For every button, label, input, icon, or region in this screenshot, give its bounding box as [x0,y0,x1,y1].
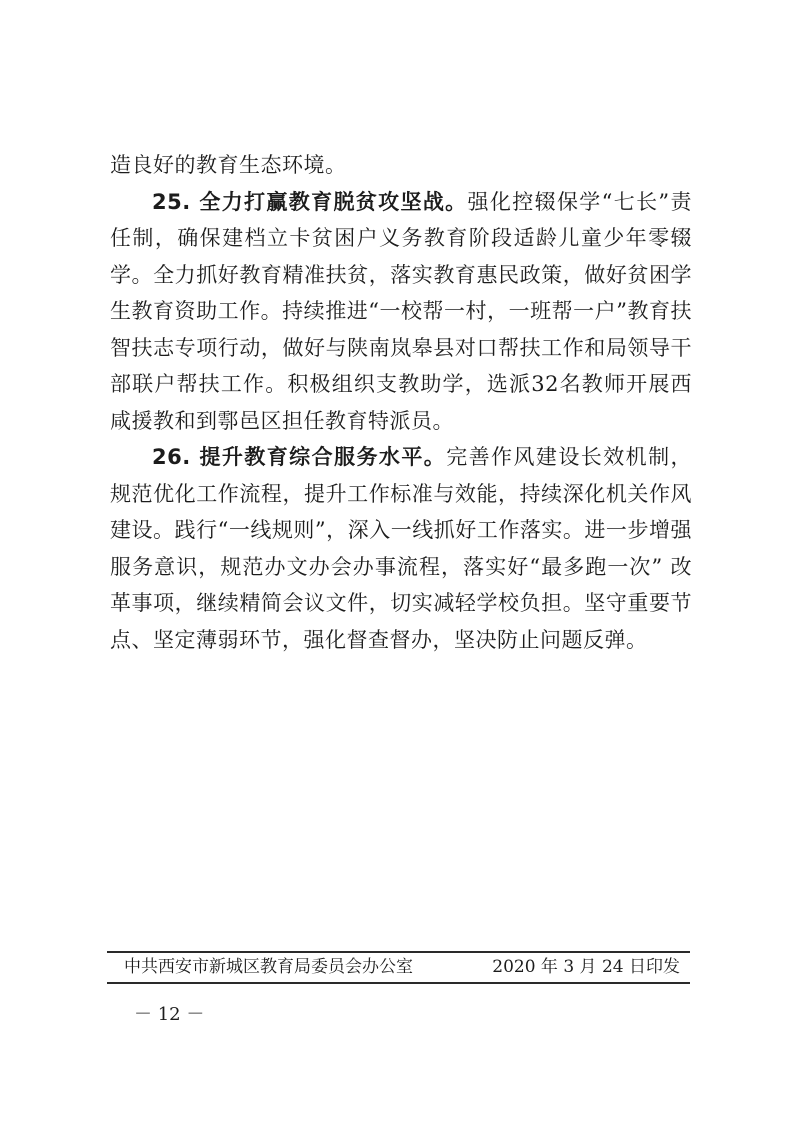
footer-issuance [124,954,680,980]
section-25 [110,184,692,440]
section-26-body: 完善作风建设长效机制，规范优化工作流程，提升工作标准与效能，持续深化机关作风建设。践行“一线规则”，深入一线抓好工作落实。进一步增强服务意识，规范办文办会办事流程，落实好“最多跑一次” 改革事项，继续精简会议文件，切实减轻学校负担。坚守重要节点、坚定薄弱环节，强化督查督办，坚决防止问题反弹。 [110,445,692,652]
opening-line: 造良好的教育生态环境。 [110,153,347,177]
section-25-heading: 25. 全力打赢教育脱贫攻坚战。 [152,189,468,214]
footer-date: 2020 年 3 月 24 日印发 [492,957,680,977]
footer-divider-bottom [107,982,690,984]
page-number: － 12 － [134,1004,205,1025]
section-26-heading: 26. 提升教育综合服务水平。 [152,445,447,469]
footer-issuer: 中共西安市新城区教育局委员会办公室 [124,957,413,977]
document-body [110,147,692,658]
section-26 [110,439,692,658]
footer-divider-top [107,951,690,953]
section-25-body: 强化控辍保学“七长”责任制，确保建档立卡贫困户义务教育阶段适龄儿童少年零辍学。全力抓好教育精准扶贫，落实教育惠民政策，做好贫困学生教育资助工作。持续推进“一校帮一村，一班帮一户”教育扶智扶志专项行动，做好与陕南岚皋县对口帮扶工作和局领导干部联户帮扶工作。积极组织支教助学，选派32名教师开展西咸援教和到鄠邑区担任教育特派员。 [110,189,692,433]
